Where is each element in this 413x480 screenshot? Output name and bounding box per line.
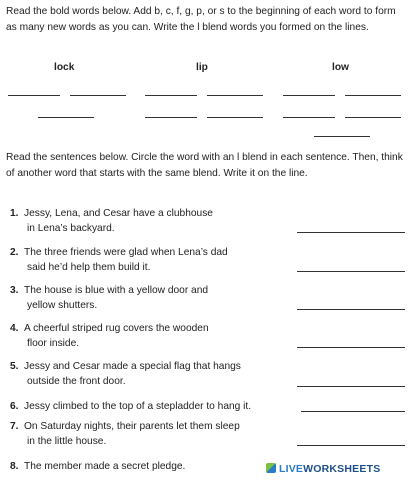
- instructions-part-1: Read the bold words below. Add b, c, f, g, p, or s to the beginning of each word to form as many new words as you can. Write the l blend words you formed on the lines.: [6, 6, 396, 33]
- sentence-text-line2: yellow shutters.: [27, 300, 98, 311]
- sentence-text: The house is blue with a yellow door and: [24, 285, 209, 296]
- answer-line[interactable]: [345, 95, 401, 96]
- answer-line[interactable]: [145, 117, 197, 118]
- answer-line[interactable]: [207, 117, 263, 118]
- liveworksheets-logo-icon: [266, 463, 276, 473]
- sentence-text-line2: in Lena’s backyard.: [27, 223, 115, 234]
- sentence-item: [10, 321, 209, 351]
- answer-line[interactable]: [8, 95, 60, 96]
- answer-line[interactable]: [283, 95, 335, 96]
- sentence-item: [10, 459, 185, 474]
- sentence-answer-line[interactable]: [297, 386, 405, 387]
- sentence-number: 7.: [10, 421, 19, 432]
- answer-line[interactable]: [345, 117, 401, 118]
- sentence-item: [10, 419, 240, 449]
- sentence-item: [10, 283, 208, 313]
- answer-line[interactable]: [70, 95, 126, 96]
- sentence-text: Jessy and Cesar made a special flag that hangs: [24, 361, 241, 372]
- sentence-number: 4.: [10, 323, 19, 334]
- instructions-part-2: Read the sentences below. Circle the word with an l blend in each sentence. Then, think of another word that starts with the same blend. Write it on the line.: [6, 152, 403, 179]
- sentence-number: 3.: [10, 285, 19, 296]
- sentence-item: [10, 206, 213, 236]
- sentence-answer-line[interactable]: [297, 347, 405, 348]
- sentence-text-line2: outside the front door.: [27, 376, 126, 387]
- sentence-answer-line[interactable]: [297, 232, 405, 233]
- sentence-item: [10, 359, 241, 389]
- sentence-text-line2: in the little house.: [27, 436, 107, 447]
- sentence-text: A cheerful striped rug covers the wooden: [24, 323, 209, 334]
- sentence-answer-line[interactable]: [301, 411, 405, 412]
- sentence-number: 8.: [10, 461, 19, 472]
- answer-line[interactable]: [207, 95, 263, 96]
- word-low: low: [332, 62, 349, 73]
- sentence-text: On Saturday nights, their parents let them sleep: [24, 421, 240, 432]
- word-lip: lip: [196, 62, 208, 73]
- word-lock: lock: [54, 62, 75, 73]
- sentence-text: Jessy, Lena, and Cesar have a clubhouse: [24, 208, 213, 219]
- answer-line[interactable]: [314, 136, 370, 137]
- answer-line[interactable]: [38, 117, 94, 118]
- sentence-number: 2.: [10, 247, 19, 258]
- sentence-number: 1.: [10, 208, 19, 219]
- sentence-text: Jessy climbed to the top of a stepladder to hang it.: [24, 401, 252, 412]
- answer-line[interactable]: [145, 95, 197, 96]
- sentence-item: [10, 399, 251, 414]
- sentence-answer-line[interactable]: [297, 309, 405, 310]
- sentence-number: 5.: [10, 361, 19, 372]
- sentence-text: The three friends were glad when Lena’s dad: [24, 247, 228, 258]
- logo-prefix: LIVE: [279, 463, 304, 475]
- sentence-item: [10, 245, 228, 275]
- sentence-answer-line[interactable]: [297, 445, 405, 446]
- answer-line[interactable]: [283, 117, 335, 118]
- logo-suffix: WORKSHEETS: [303, 463, 381, 475]
- sentence-text-line2: said he’d help them build it.: [27, 262, 151, 273]
- liveworksheets-logo: [266, 463, 380, 475]
- sentence-text: The member made a secret pledge.: [24, 461, 186, 472]
- sentence-answer-line[interactable]: [297, 271, 405, 272]
- sentence-text-line2: floor inside.: [27, 338, 80, 349]
- sentence-number: 6.: [10, 401, 19, 412]
